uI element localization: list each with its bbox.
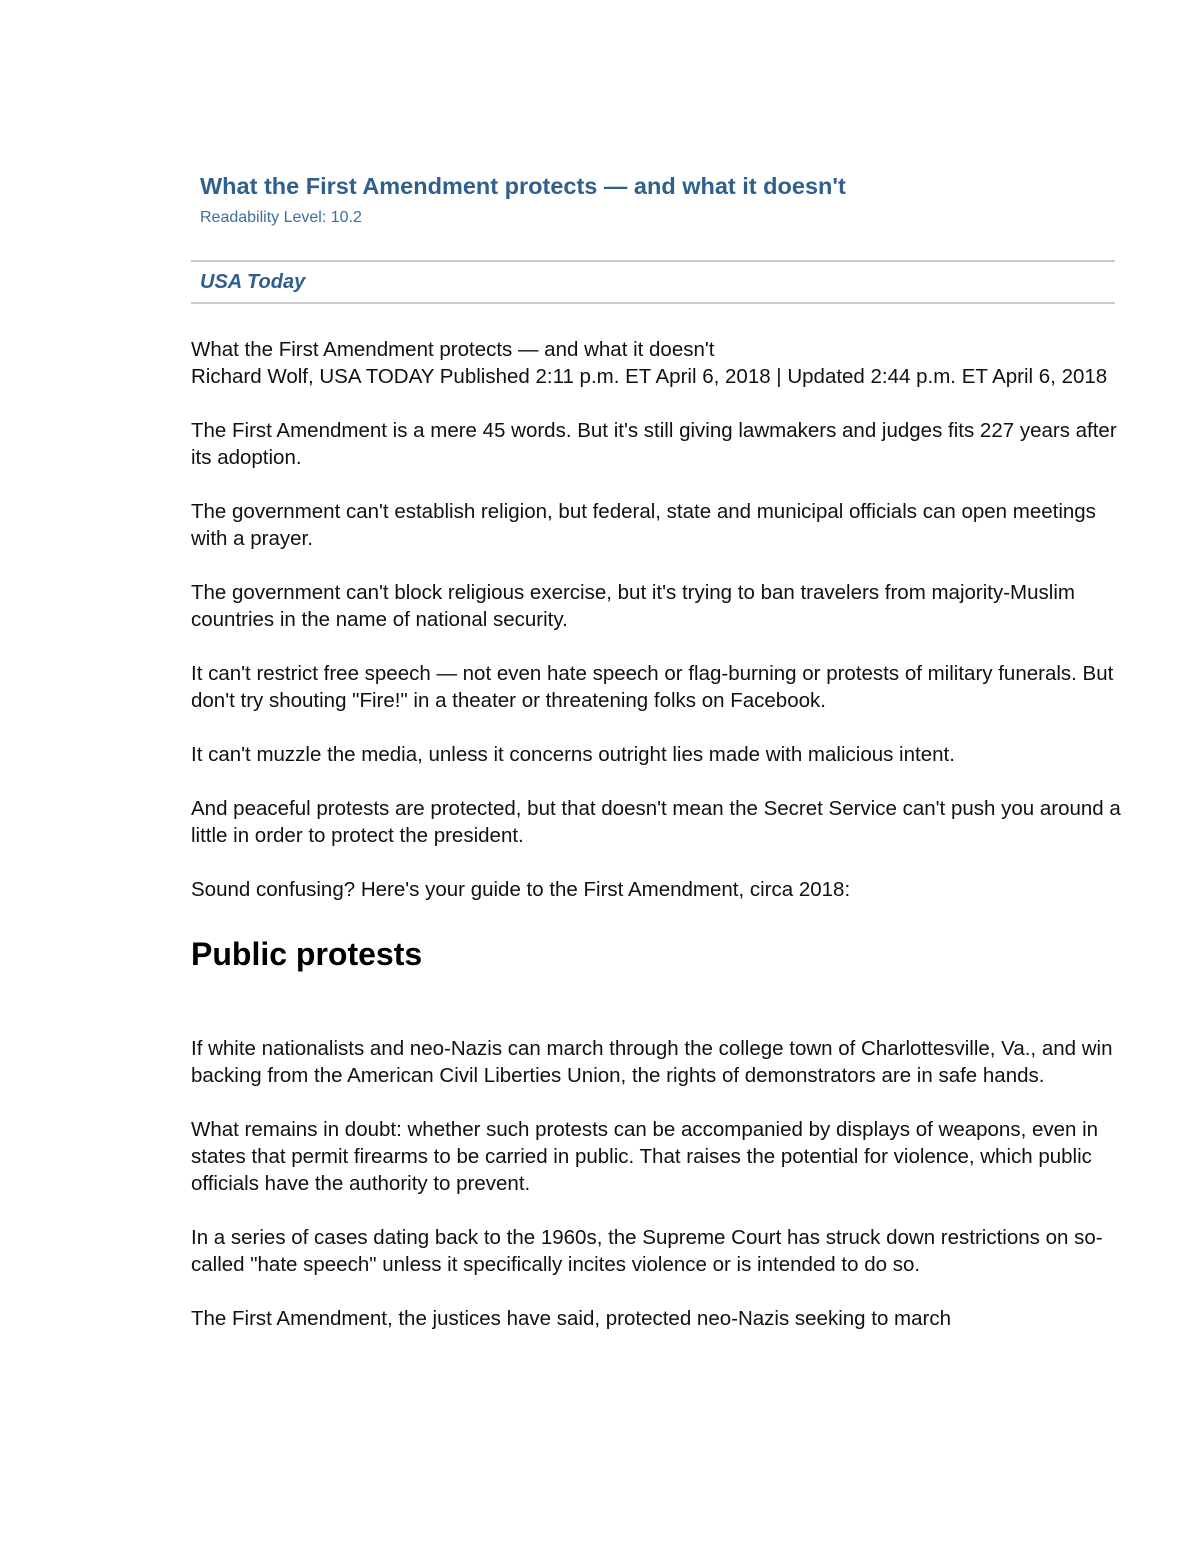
- paragraph: The First Amendment is a mere 45 words. But it's still giving lawmakers and judges fits 227 years after its adoption.: [191, 419, 1117, 469]
- paragraph: In a series of cases dating back to the 1960s, the Supreme Court has struck down restrictions on so-called "hate speech" unless it specifically incites violence or is intended to do so.: [191, 1226, 1103, 1276]
- bottom-divider: [191, 302, 1115, 304]
- article-header: [200, 170, 1115, 228]
- paragraph: The First Amendment, the justices have said, protected neo-Nazis seeking to march: [191, 1307, 952, 1330]
- paragraph: The government can't establish religion, but federal, state and municipal officials can open meetings with a prayer.: [191, 500, 1096, 550]
- article-headline: What the First Amendment protects — and what it doesn't: [191, 338, 715, 361]
- paragraph: It can't restrict free speech — not even hate speech or flag-burning or protests of military funerals. But don't try shouting "Fire!" in a theater or threatening folks on Facebook.: [191, 662, 1114, 712]
- paragraph: The government can't block religious exercise, but it's trying to ban travelers from majority-Muslim countries in the name of national security.: [191, 581, 1075, 631]
- top-divider: [191, 260, 1115, 262]
- readability-level: Readability Level: 10.2: [200, 209, 362, 226]
- source-name: USA Today: [200, 271, 306, 293]
- article-body: [191, 336, 1121, 1359]
- paragraph: And peaceful protests are protected, but that doesn't mean the Secret Service can't push you around a little in order to protect the president.: [191, 797, 1121, 847]
- paragraph: It can't muzzle the media, unless it concerns outright lies made with malicious intent.: [191, 743, 955, 766]
- paragraph: If white nationalists and neo-Nazis can march through the college town of Charlottesville, Va., and win backing from the American Civil Liberties Union, the rights of demonstrators are in safe hands.: [191, 1037, 1113, 1087]
- section-heading: Public protests: [191, 936, 423, 972]
- article-intro: [191, 336, 1121, 390]
- paragraph: What remains in doubt: whether such protests can be accompanied by displays of weapons, even in states that permit firearms to be carried in public. That raises the potential for violence, which public officials have the authority to prevent.: [191, 1118, 1099, 1195]
- article-title: What the First Amendment protects — and what it doesn't: [200, 173, 846, 199]
- paragraph: Sound confusing? Here's your guide to the First Amendment, circa 2018:: [191, 878, 851, 901]
- article-byline: Richard Wolf, USA TODAY Published 2:11 p.m. ET April 6, 2018 | Updated 2:44 p.m. ET April 6, 2018: [191, 365, 1108, 388]
